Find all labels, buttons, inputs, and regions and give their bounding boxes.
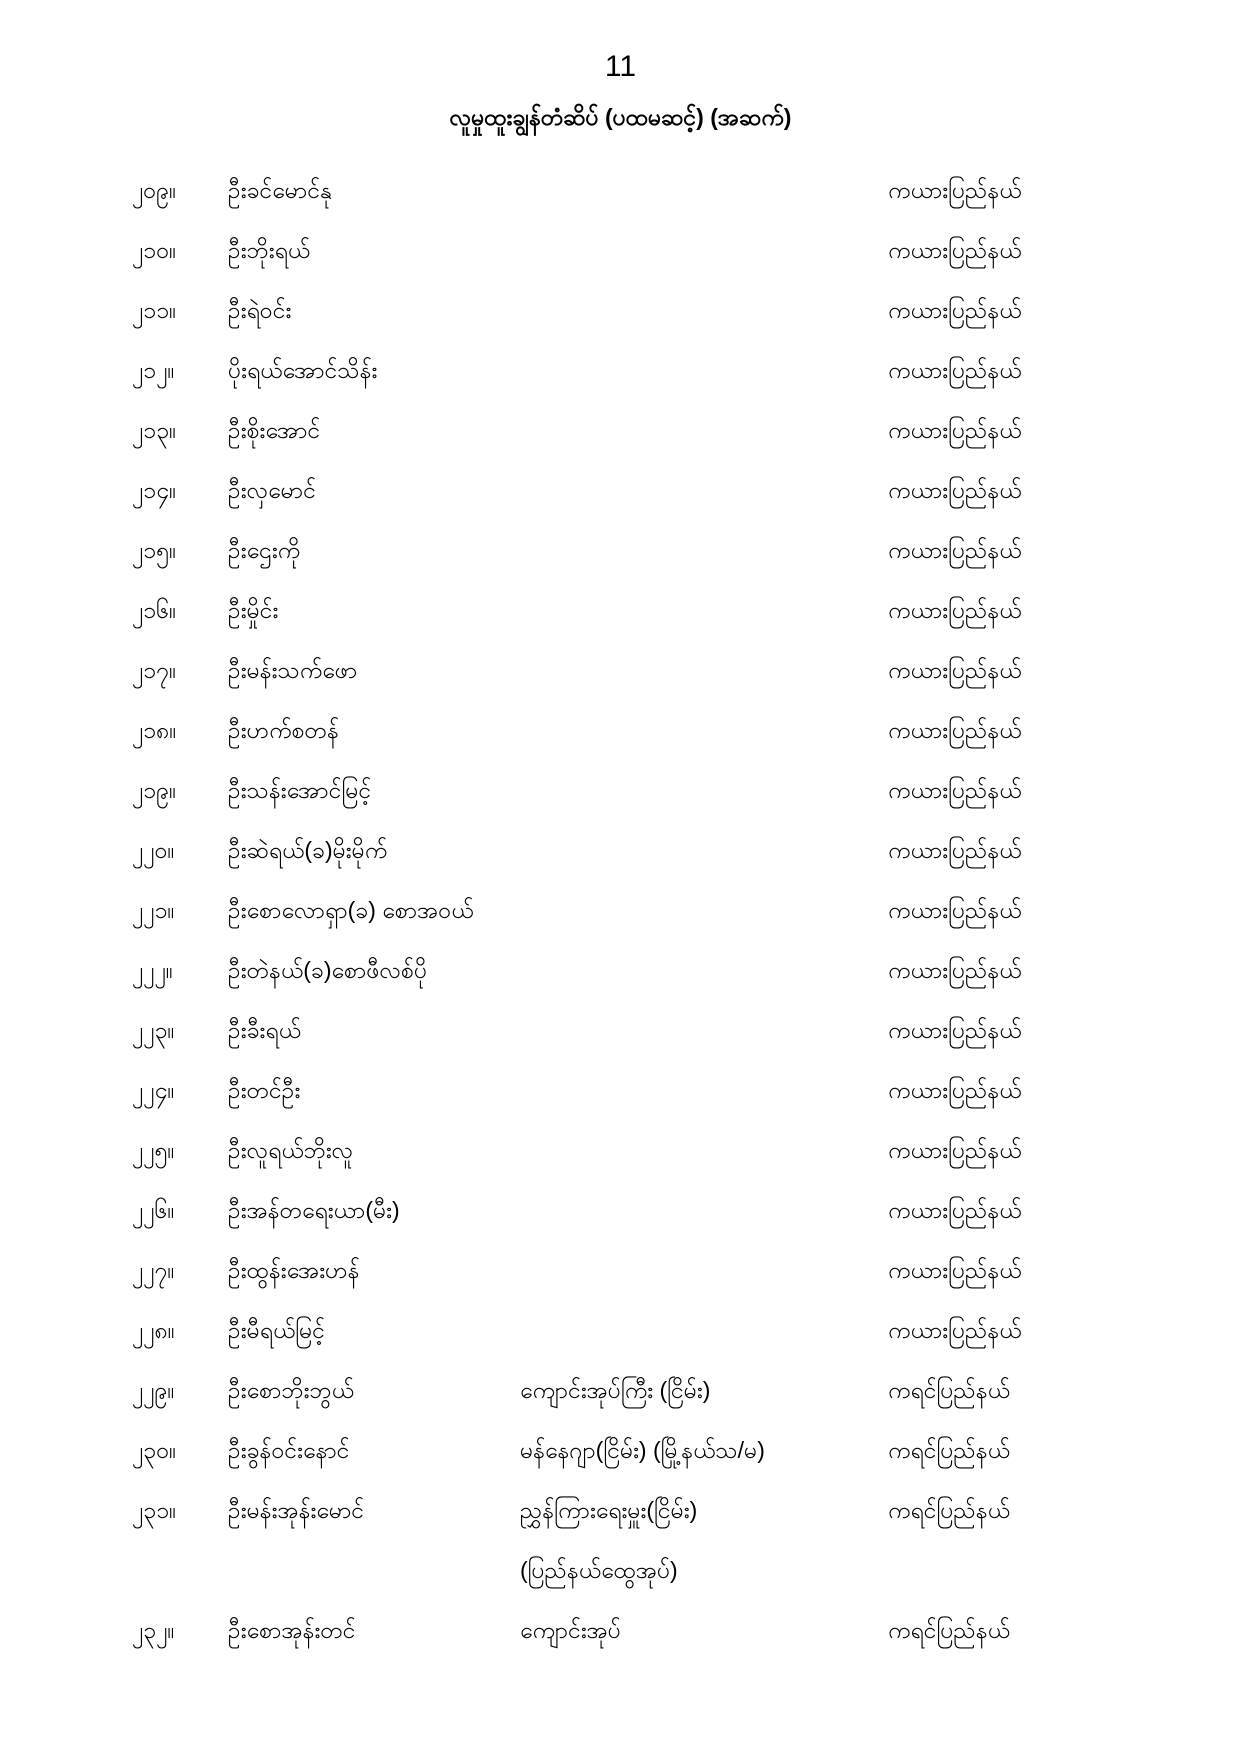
recipient-name: ဦးစိုးအောင် bbox=[228, 417, 321, 443]
recipient-region: ကယားပြည်နယ် bbox=[888, 1257, 1022, 1283]
recipient-region: ကယားပြည်နယ် bbox=[888, 837, 1022, 863]
list-item bbox=[0, 1180, 1241, 1240]
recipient-name: ဦးရဲဝင်း bbox=[228, 297, 292, 323]
list-item bbox=[0, 640, 1241, 700]
row-number: ၂၁၇။ bbox=[132, 657, 177, 683]
row-number: ၂၂၇။ bbox=[132, 1257, 175, 1283]
recipient-name: ဦးအန်တရေးယာ(မီး) bbox=[228, 1197, 400, 1223]
recipient-region: ကယားပြည်နယ် bbox=[888, 717, 1022, 743]
list-item bbox=[0, 460, 1241, 520]
row-number: ၂၁၄။ bbox=[132, 477, 177, 503]
recipient-name: ဦးတင်ဦး bbox=[228, 1077, 301, 1103]
recipient-region: ကယားပြည်နယ် bbox=[888, 537, 1022, 563]
recipient-name: ဦးဌေးကို bbox=[228, 537, 301, 563]
recipient-name: ဦးမန်းသက်ဖော bbox=[228, 657, 358, 683]
recipient-position bbox=[520, 1360, 888, 1420]
list-item bbox=[0, 1360, 1241, 1420]
row-number: ၂၃၂။ bbox=[132, 1617, 175, 1643]
list-item bbox=[0, 1060, 1241, 1120]
list-item bbox=[0, 1240, 1241, 1300]
recipient-name: ဦးဘိုးရယ် bbox=[228, 237, 311, 263]
recipient-position-line1: ကျောင်းအုပ်ကြီး (ငြိမ်း) bbox=[520, 1377, 711, 1403]
recipient-region: ကယားပြည်နယ် bbox=[888, 297, 1022, 323]
recipient-region: ကယားပြည်နယ် bbox=[888, 1077, 1022, 1103]
recipient-name: ဦးစောလောရှာ(ခ) စောအဝယ် bbox=[228, 897, 474, 923]
recipient-name: ဦးလှမောင် bbox=[228, 477, 317, 503]
recipient-name: ဦးထွန်းအေးဟန် bbox=[228, 1257, 360, 1283]
row-number: ၂၂၃။ bbox=[132, 1017, 175, 1043]
recipient-name: ဦးမန်းအုန်းမောင် bbox=[228, 1497, 365, 1523]
row-number: ၂၁၃။ bbox=[132, 417, 177, 443]
list-item bbox=[0, 700, 1241, 760]
list-item bbox=[0, 760, 1241, 820]
recipient-position bbox=[520, 1420, 888, 1480]
recipient-position bbox=[520, 1480, 888, 1600]
row-number: ၂၁၆။ bbox=[132, 597, 177, 623]
recipient-name: ဦးစောအုန်းတင် bbox=[228, 1617, 356, 1643]
page-number: 11 bbox=[604, 50, 637, 83]
recipient-region: ကယားပြည်နယ် bbox=[888, 1017, 1022, 1043]
recipient-region: ကယားပြည်နယ် bbox=[888, 477, 1022, 503]
row-number: ၂၂၆။ bbox=[132, 1197, 175, 1223]
list-item bbox=[0, 580, 1241, 640]
recipient-name: ဦးခင်မောင်နု bbox=[228, 177, 333, 203]
row-number: ၂၁၀။ bbox=[132, 237, 177, 263]
list-item bbox=[0, 1300, 1241, 1360]
row-number: ၂၃၀။ bbox=[132, 1437, 177, 1463]
row-number: ၂၂၄။ bbox=[132, 1077, 175, 1103]
row-number: ၂၂၂။ bbox=[132, 957, 173, 983]
list-item bbox=[0, 160, 1241, 220]
recipient-name: ဦးမီရယ်မြင့် bbox=[228, 1317, 326, 1343]
list-item bbox=[0, 400, 1241, 460]
recipient-name: ဦးမှိုင်း bbox=[228, 597, 279, 623]
row-number: ၂၂၁။ bbox=[132, 897, 175, 923]
recipient-region: ကယားပြည်နယ် bbox=[888, 1317, 1022, 1343]
recipient-region: ကယားပြည်နယ် bbox=[888, 237, 1022, 263]
recipient-region: ကယားပြည်နယ် bbox=[888, 357, 1022, 383]
recipient-name: ပိုးရယ်အောင်သိန်း bbox=[228, 357, 378, 383]
recipient-region: ကယားပြည်နယ် bbox=[888, 777, 1022, 803]
recipient-region: ကယားပြည်နယ် bbox=[888, 1197, 1022, 1223]
list-item bbox=[0, 1420, 1241, 1480]
recipient-region: ကရင်ပြည်နယ် bbox=[888, 1497, 1010, 1523]
award-recipient-list bbox=[0, 160, 1241, 1660]
recipient-region: ကယားပြည်နယ် bbox=[888, 1137, 1022, 1163]
list-item bbox=[0, 340, 1241, 400]
recipient-name: ဦးသန်းအောင်မြင့် bbox=[228, 777, 372, 803]
row-number: ၂၂၉။ bbox=[132, 1377, 175, 1403]
page-title: လူမှုထူးချွန်တံဆိပ် (ပထမဆင့်) (အဆက်) bbox=[449, 104, 792, 130]
recipient-name: ဦးတဲနယ်(ခ)စောဖီလစ်ပို bbox=[228, 957, 428, 983]
recipient-position-line2: (ပြည်နယ်ထွေအုပ်) bbox=[520, 1557, 678, 1583]
recipient-position bbox=[520, 1600, 888, 1660]
list-item bbox=[0, 1120, 1241, 1180]
row-number: ၂၃၁။ bbox=[132, 1497, 177, 1523]
list-item bbox=[0, 940, 1241, 1000]
recipient-name: ဦးဆဲရယ်(ခ)မိုးမိုက် bbox=[228, 837, 388, 863]
recipient-position-line1: ညွှန်ကြားရေးမှူး(ငြိမ်း) bbox=[520, 1497, 698, 1523]
row-number: ၂၂၀။ bbox=[132, 837, 175, 863]
row-number: ၂၁၁။ bbox=[132, 297, 177, 323]
list-item bbox=[0, 280, 1241, 340]
row-number: ၂၁၅။ bbox=[132, 537, 177, 563]
recipient-position-line1: မန်နေဂျာ(ငြိမ်း) (မြို့နယ်သ/မ) bbox=[520, 1437, 765, 1463]
list-item bbox=[0, 1000, 1241, 1060]
row-number: ၂၀၉။ bbox=[132, 177, 177, 203]
list-item bbox=[0, 220, 1241, 280]
row-number: ၂၁၈။ bbox=[132, 717, 177, 743]
recipient-region: ကရင်ပြည်နယ် bbox=[888, 1437, 1010, 1463]
recipient-name: ဦးစောဘိုးဘွယ် bbox=[228, 1377, 354, 1403]
recipient-name: ဦးခီးရယ် bbox=[228, 1017, 301, 1043]
list-item bbox=[0, 520, 1241, 580]
list-item bbox=[0, 880, 1241, 940]
list-item bbox=[0, 1600, 1241, 1660]
list-item bbox=[0, 1480, 1241, 1600]
recipient-region: ကယားပြည်နယ် bbox=[888, 597, 1022, 623]
recipient-region: ကယားပြည်နယ် bbox=[888, 957, 1022, 983]
list-item bbox=[0, 820, 1241, 880]
recipient-region: ကယားပြည်နယ် bbox=[888, 657, 1022, 683]
recipient-region: ကယားပြည်နယ် bbox=[888, 417, 1022, 443]
row-number: ၂၂၅။ bbox=[132, 1137, 175, 1163]
recipient-region: ကရင်ပြည်နယ် bbox=[888, 1617, 1010, 1643]
row-number: ၂၁၂။ bbox=[132, 357, 175, 383]
recipient-region: ကရင်ပြည်နယ် bbox=[888, 1377, 1010, 1403]
row-number: ၂၂၈။ bbox=[132, 1317, 175, 1343]
row-number: ၂၁၉။ bbox=[132, 777, 177, 803]
recipient-name: ဦးခွန်ဝင်းနောင် bbox=[228, 1437, 350, 1463]
recipient-name: ဦးလူရယ်ဘိုးလူ bbox=[228, 1137, 354, 1163]
recipient-region: ကယားပြည်နယ် bbox=[888, 177, 1022, 203]
recipient-position-line1: ကျောင်းအုပ် bbox=[520, 1617, 621, 1643]
recipient-region: ကယားပြည်နယ် bbox=[888, 897, 1022, 923]
recipient-name: ဦးဟက်စတန် bbox=[228, 717, 339, 743]
